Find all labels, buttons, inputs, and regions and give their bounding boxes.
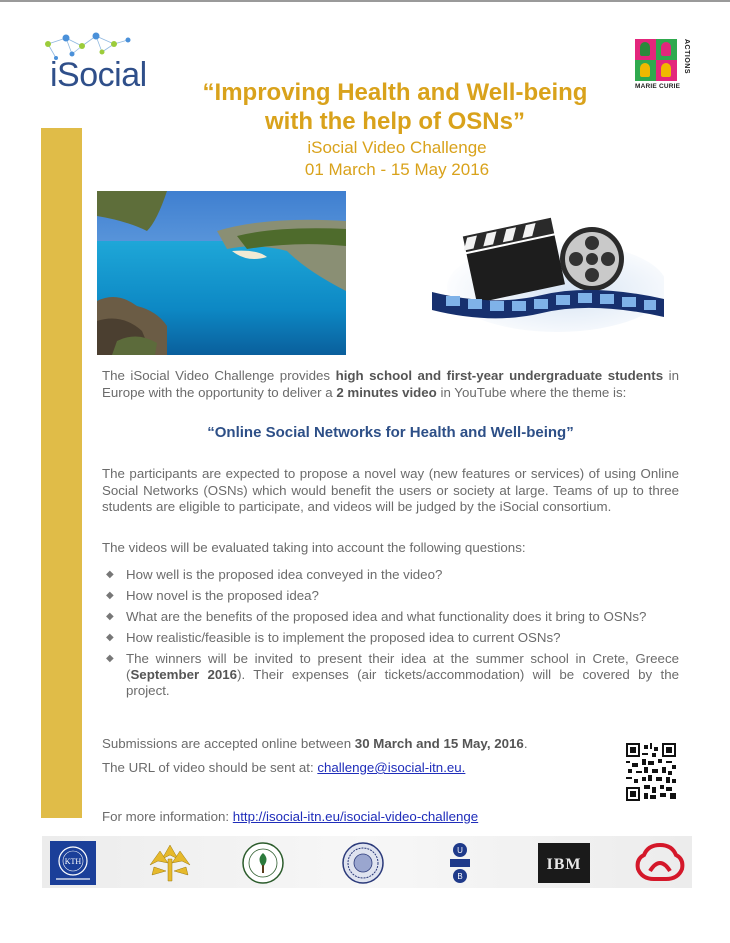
bullet-text: The winners will be invited to present their idea at the summer school in Crete, Greece ( — [126, 651, 679, 682]
submissions-line — [102, 736, 679, 753]
qr-code — [626, 743, 676, 801]
participants-paragraph: The participants are expected to propose a novel way (new features or services) of using Online Social Networks (OSNs) which would benefit the users or society at large. Teams of up to three students are eligible to participate, and videos will be judged by the iSocial consortium. — [102, 466, 679, 514]
theme-heading: “Online Social Networks for Health and Well-being” — [207, 424, 574, 441]
evaluation-questions-list — [106, 567, 679, 704]
svg-text:B: B — [457, 872, 463, 881]
bullet-icon: ◆ — [106, 569, 114, 580]
list-item — [106, 588, 679, 604]
submission-dates: 30 March and 15 May, 2016 — [354, 736, 524, 751]
kth-logo — [48, 841, 98, 885]
list-item — [106, 630, 679, 646]
bullet-text: ). Their expenses (air tickets/accommodation) will be covered by the project. — [126, 667, 679, 698]
university-of-athens-logo — [338, 841, 388, 885]
subtitle-block — [200, 137, 594, 181]
university-of-barcelona-logo — [438, 841, 482, 885]
submissions-end: . — [523, 736, 528, 751]
film-reel-icon — [432, 207, 664, 341]
list-item — [106, 651, 679, 699]
bullet-text: What are the benefits of the proposed idea and what functionality does it bring to OSNs? — [126, 609, 647, 624]
title-line-2: with the help of OSNs” — [264, 108, 525, 135]
info-url-link[interactable]: http://isocial-itn.eu/isocial-video-challenge — [232, 809, 479, 824]
evaluation-intro: The videos will be evaluated taking into account the following questions: — [102, 540, 526, 555]
logo-text: iSocial — [50, 56, 147, 94]
list-item — [106, 567, 679, 583]
challenge-name: iSocial Video Challenge — [307, 138, 487, 157]
more-info-text: For more information: — [102, 809, 233, 824]
submissions-text: Submissions are accepted online between — [102, 736, 355, 751]
more-info-line — [102, 809, 679, 826]
challenge-dates: 01 March - 15 May 2016 — [304, 160, 490, 179]
url-line-text: The URL of video should be sent at: — [102, 760, 318, 775]
actions-label: ACTIONS — [683, 39, 690, 74]
bullet-text: How novel is the proposed idea? — [126, 588, 319, 603]
marie-curie-logo — [633, 37, 693, 97]
university-seal-logo — [240, 841, 286, 885]
intro-duration: 2 minutes video — [336, 384, 437, 400]
bullet-icon: ◆ — [106, 653, 114, 664]
university-of-cyprus-logo — [142, 841, 198, 885]
intro-text-3: in YouTube where the theme is: — [436, 384, 627, 400]
ibm-logo — [536, 841, 592, 885]
ibm-text: IBM — [546, 856, 582, 873]
bullet-icon: ◆ — [106, 611, 114, 622]
marie-curie-label: MARIE CURIE — [635, 83, 681, 90]
page-title — [150, 78, 640, 136]
beach-photo — [97, 191, 346, 355]
svg-text:U: U — [457, 846, 463, 855]
title-line-1: “Improving Health and Well-being — [202, 79, 588, 106]
top-border — [0, 0, 730, 2]
url-line — [102, 760, 679, 777]
bullet-text: How realistic/feasible is to implement the proposed idea to current OSNs? — [126, 630, 561, 645]
kth-text: KTH — [64, 857, 82, 866]
email-link[interactable]: challenge@isocial-itn.eu. — [317, 760, 466, 775]
decorative-gold-bar — [41, 128, 82, 818]
partner-logos-bar — [42, 836, 692, 888]
intro-text-1: The iSocial Video Challenge provides — [102, 368, 336, 383]
red-knot-logo — [632, 841, 688, 885]
intro-text-2: in Europe with the opportunity to deliver a — [102, 368, 679, 400]
isocial-logo — [36, 30, 166, 100]
bullet-icon: ◆ — [106, 632, 114, 643]
bullet-icon: ◆ — [106, 590, 114, 601]
summer-school-date: September 2016 — [130, 667, 238, 682]
bullet-text: How well is the proposed idea conveyed in the video? — [126, 567, 443, 582]
intro-audience: high school and first-year undergraduate students — [335, 368, 664, 383]
intro-paragraph — [102, 368, 679, 401]
list-item — [106, 609, 679, 625]
